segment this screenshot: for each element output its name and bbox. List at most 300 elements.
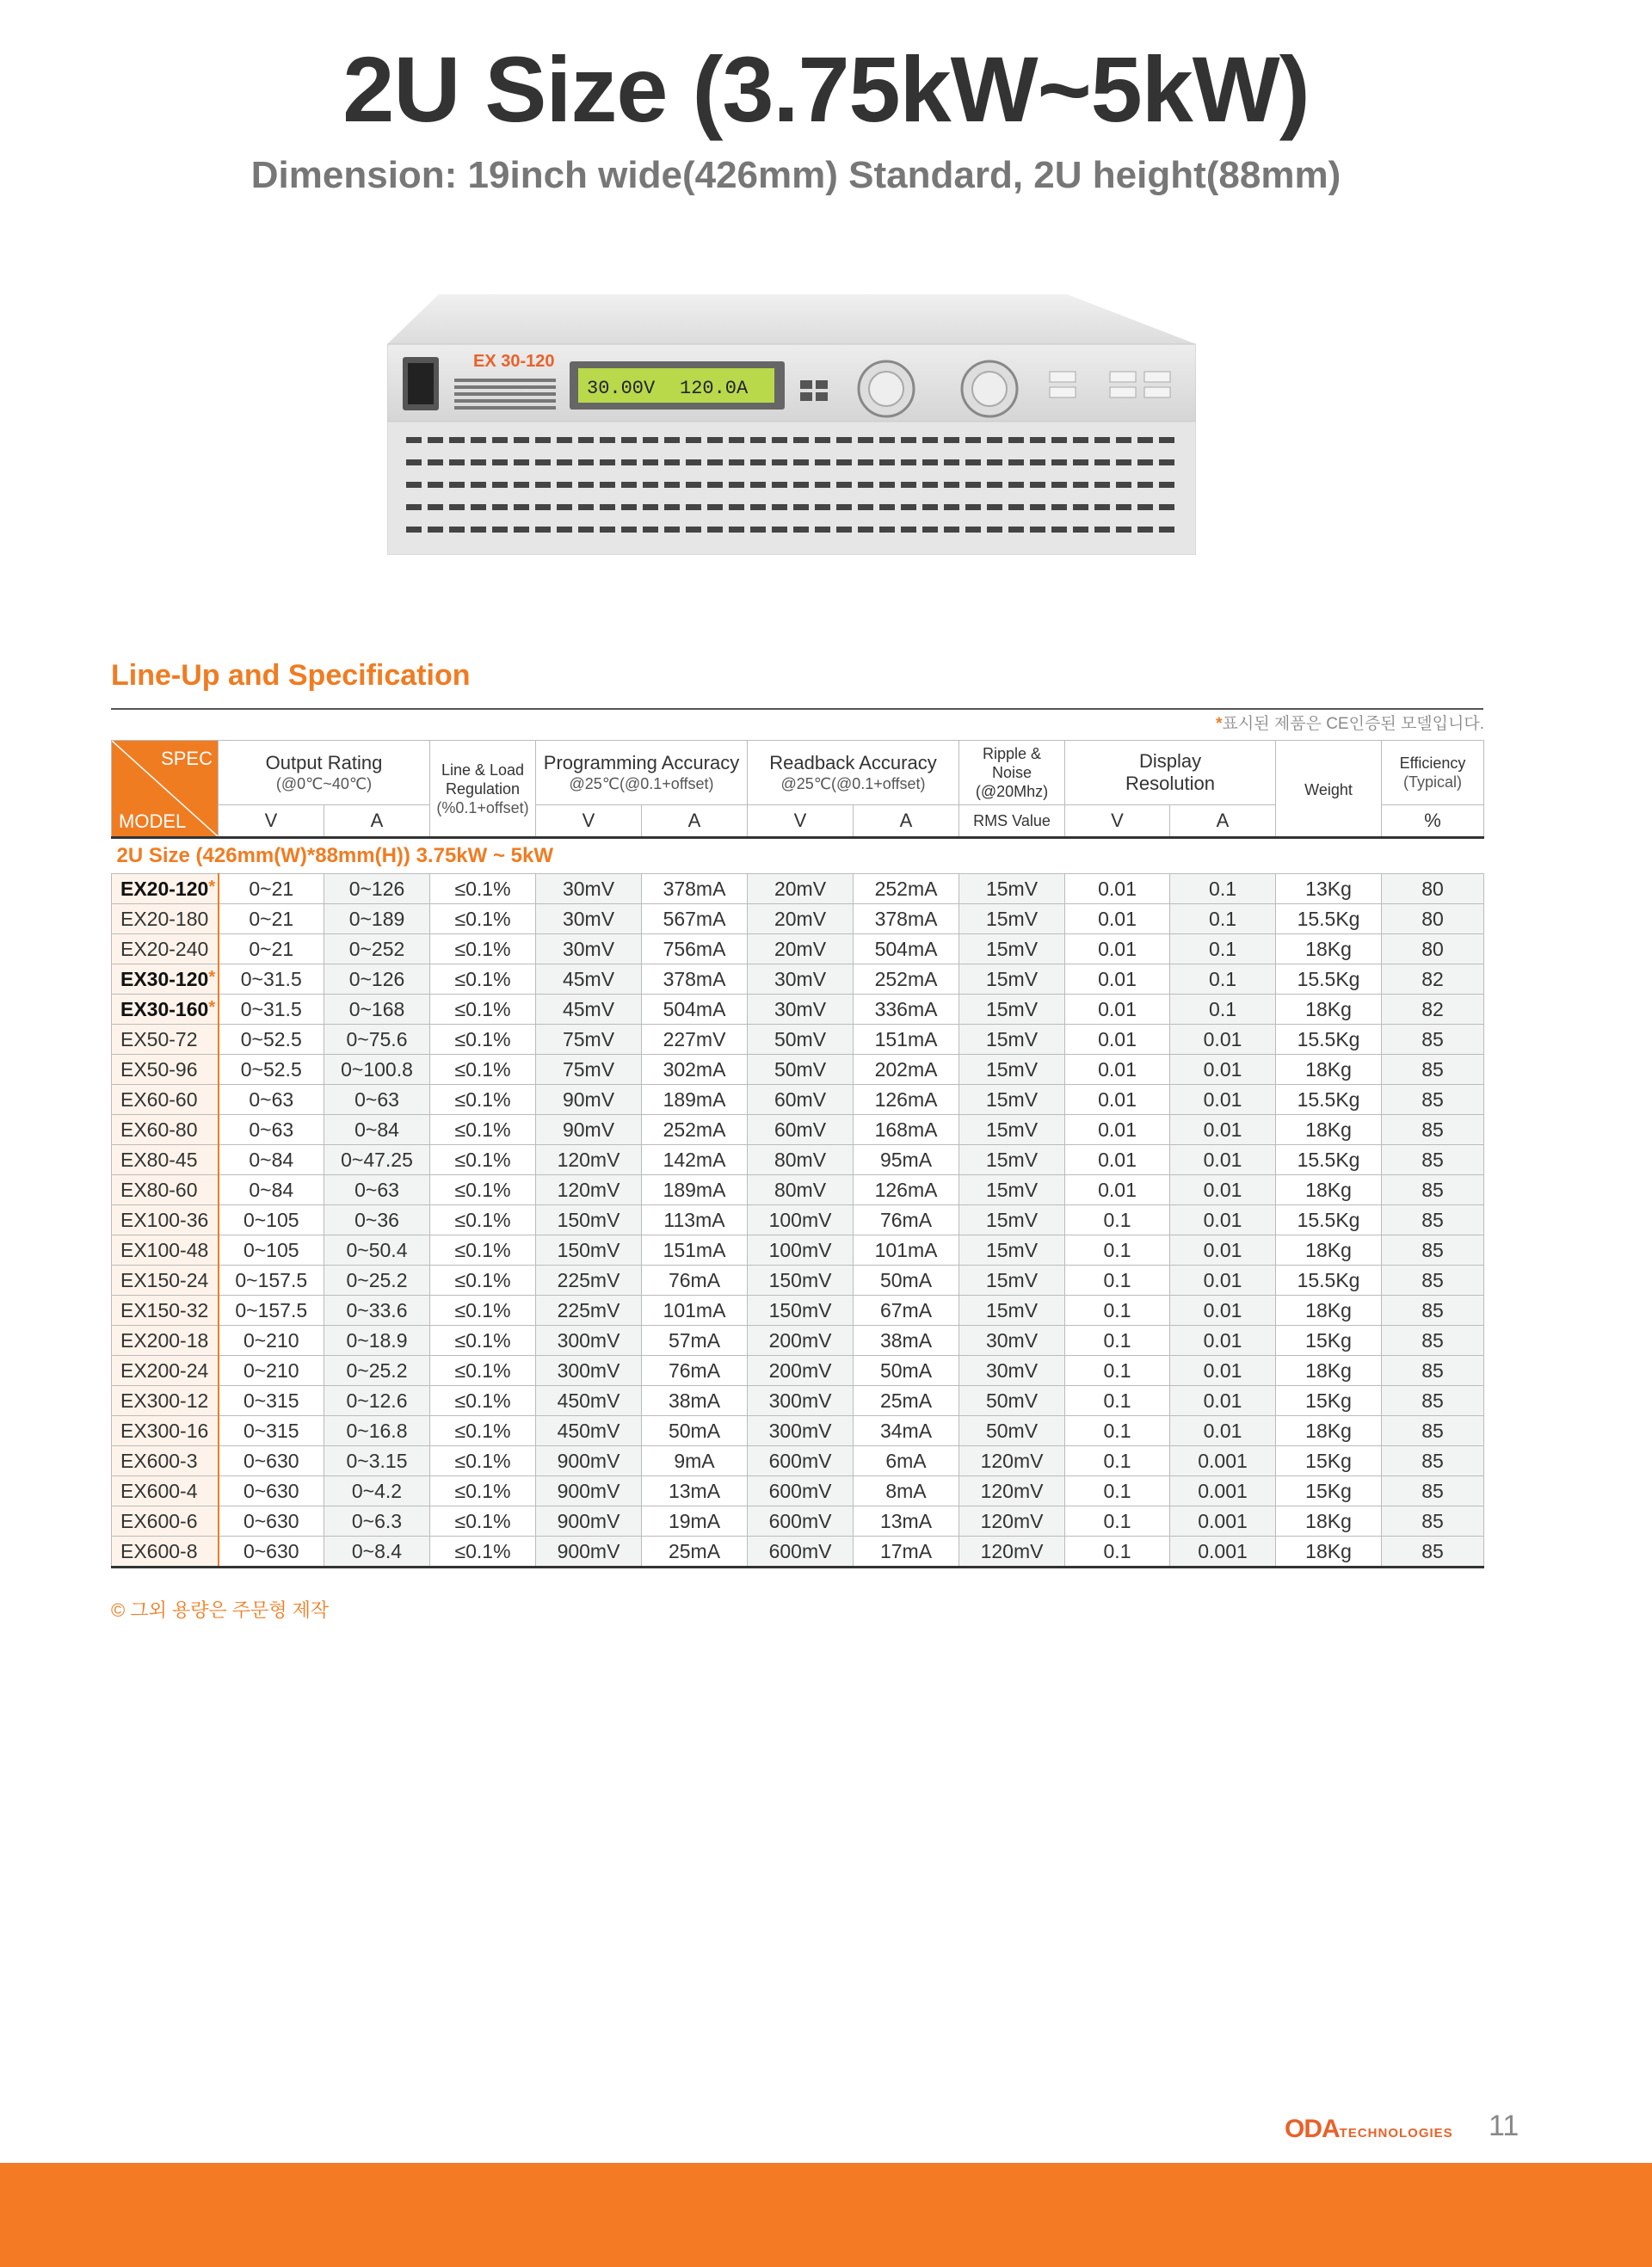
cell-efficiency: 82 [1382, 964, 1484, 995]
cell-output-a: 0~36 [324, 1205, 430, 1235]
vent-slot [965, 482, 981, 488]
header-readback-accuracy [748, 741, 959, 805]
table-row [112, 1386, 1484, 1416]
vent-slot [492, 459, 508, 465]
vent-slot [578, 482, 594, 488]
vent-slot [707, 459, 723, 465]
cell-model [112, 1476, 219, 1506]
vent-slot [1094, 437, 1110, 443]
vent-slot [492, 504, 508, 510]
cell-display-a: 0.001 [1170, 1506, 1276, 1537]
vent-slot [664, 482, 680, 488]
cell-regulation: ≤0.1% [430, 1296, 536, 1326]
vent-slot [428, 527, 443, 533]
cell-model [112, 1266, 219, 1296]
footnote: © 그외 용량은 주문형 제작 [111, 1599, 330, 1621]
ce-star: * [208, 997, 216, 1017]
vent-slot [750, 504, 766, 510]
cell-ripple: 15mV [959, 1205, 1065, 1235]
cell-display-a: 0.01 [1170, 1085, 1276, 1115]
cell-regulation: ≤0.1% [430, 995, 536, 1025]
table-row [112, 1055, 1484, 1085]
vent-slot [707, 527, 723, 533]
cell-output-a: 0~6.3 [324, 1506, 430, 1537]
cell-display-v: 0.01 [1065, 874, 1170, 904]
cell-efficiency: 82 [1382, 995, 1484, 1025]
model-name: EX60-60 [120, 1087, 198, 1111]
vent-slot [1137, 527, 1153, 533]
vent-slot [600, 437, 615, 443]
table-row [112, 1025, 1484, 1055]
cell-read-v: 100mV [748, 1205, 854, 1235]
vent-slot [836, 459, 852, 465]
model-name: EX600-4 [120, 1479, 198, 1502]
ripple-rms: RMS Value [959, 805, 1065, 838]
cell-display-a: 0.01 [1170, 1115, 1276, 1145]
cell-model [112, 1115, 219, 1145]
cell-read-v: 600mV [748, 1537, 854, 1568]
cell-weight: 15Kg [1276, 1326, 1382, 1356]
cell-regulation: ≤0.1% [430, 1506, 536, 1537]
cell-output-a: 0~63 [324, 1085, 430, 1115]
cell-prog-a: 19mA [642, 1506, 748, 1537]
vent-slot [901, 482, 916, 488]
table-row [112, 1446, 1484, 1476]
cell-ripple: 15mV [959, 1235, 1065, 1266]
cell-model [112, 1205, 219, 1235]
cell-efficiency: 85 [1382, 1145, 1484, 1175]
table-row [112, 1416, 1484, 1446]
vent-slot [879, 527, 895, 533]
cell-read-v: 50mV [748, 1055, 854, 1085]
cell-output-v: 0~630 [219, 1446, 324, 1476]
cell-prog-a: 142mA [642, 1145, 748, 1175]
vent-slot [686, 504, 701, 510]
cell-output-v: 0~31.5 [219, 964, 324, 995]
vent-slot [944, 527, 959, 533]
cell-regulation: ≤0.1% [430, 1055, 536, 1085]
cell-weight: 13Kg [1276, 874, 1382, 904]
cell-read-v: 100mV [748, 1235, 854, 1266]
cell-efficiency: 85 [1382, 1025, 1484, 1055]
cell-prog-a: 38mA [642, 1386, 748, 1416]
vent-slot [578, 504, 594, 510]
vent-slot [1008, 527, 1024, 533]
cell-display-a: 0.1 [1170, 934, 1276, 964]
cell-ripple: 120mV [959, 1506, 1065, 1537]
vent-slot [1137, 482, 1153, 488]
vent-slot [793, 459, 809, 465]
cell-output-v: 0~21 [219, 934, 324, 964]
cell-display-v: 0.01 [1065, 1085, 1170, 1115]
cell-read-a: 504mA [854, 934, 959, 964]
ce-star: * [208, 967, 216, 987]
cell-weight: 15Kg [1276, 1386, 1382, 1416]
vent-slot [1159, 459, 1174, 465]
ce-note-star: * [1216, 715, 1223, 733]
cell-prog-a: 189mA [642, 1175, 748, 1205]
vent-slot [514, 459, 529, 465]
output-rating-cond: (@0℃~40℃) [275, 775, 373, 792]
cell-read-v: 30mV [748, 964, 854, 995]
cell-prog-v: 120mV [536, 1175, 642, 1205]
vent-slot [729, 527, 744, 533]
table-row [112, 995, 1484, 1025]
cell-efficiency: 85 [1382, 1235, 1484, 1266]
vent-slot [987, 527, 1002, 533]
unit-v-prog: V [536, 805, 642, 838]
cell-display-v: 0.01 [1065, 1145, 1170, 1175]
cell-weight: 15.5Kg [1276, 1266, 1382, 1296]
cell-weight: 18Kg [1276, 1356, 1382, 1386]
vent-slot [922, 504, 938, 510]
cell-display-a: 0.001 [1170, 1446, 1276, 1476]
cell-read-v: 60mV [748, 1115, 854, 1145]
cell-output-a: 0~50.4 [324, 1235, 430, 1266]
vent-slot [987, 459, 1002, 465]
vent-slot [514, 504, 529, 510]
cell-read-v: 300mV [748, 1386, 854, 1416]
cell-prog-a: 101mA [642, 1296, 748, 1326]
cell-prog-a: 189mA [642, 1085, 748, 1115]
cell-read-v: 200mV [748, 1356, 854, 1386]
display-voltage: 30.00V [587, 378, 656, 399]
vent-slot [965, 527, 981, 533]
vent-slot [686, 437, 701, 443]
vent-slot [1051, 504, 1067, 510]
cell-model [112, 1296, 219, 1326]
vent-slot [836, 527, 852, 533]
cell-read-v: 600mV [748, 1476, 854, 1506]
vent-slot [1030, 459, 1045, 465]
cell-ripple: 15mV [959, 1145, 1065, 1175]
cell-display-a: 0.01 [1170, 1235, 1276, 1266]
cell-display-v: 0.1 [1065, 1205, 1170, 1235]
vent-slot [922, 482, 938, 488]
model-name: EX150-32 [120, 1298, 209, 1321]
vent-slot [879, 504, 895, 510]
vent-slot [1137, 504, 1153, 510]
cell-output-a: 0~12.6 [324, 1386, 430, 1416]
vent-slot [406, 482, 422, 488]
cell-ripple: 50mV [959, 1416, 1065, 1446]
cell-read-a: 378mA [854, 904, 959, 934]
cell-display-v: 0.01 [1065, 964, 1170, 995]
cell-ripple: 15mV [959, 995, 1065, 1025]
cell-output-a: 0~33.6 [324, 1296, 430, 1326]
model-name: EX200-24 [120, 1358, 209, 1382]
header-programming-accuracy [536, 741, 748, 805]
cell-read-a: 50mA [854, 1266, 959, 1296]
vent-slot [643, 527, 658, 533]
vent-slot [922, 527, 938, 533]
cell-display-a: 0.1 [1170, 995, 1276, 1025]
cell-regulation: ≤0.1% [430, 1446, 536, 1476]
cell-weight: 18Kg [1276, 934, 1382, 964]
model-name: EX80-60 [120, 1178, 198, 1201]
vent-slot [449, 437, 465, 443]
cell-display-a: 0.01 [1170, 1266, 1276, 1296]
cell-regulation: ≤0.1% [430, 1235, 536, 1266]
vent-slot [406, 437, 422, 443]
ce-note-text: 표시된 제품은 CE인증된 모델입니다. [1222, 715, 1484, 733]
vent-slot [1073, 527, 1088, 533]
cell-efficiency: 85 [1382, 1476, 1484, 1506]
header-line-load [430, 741, 536, 838]
cell-display-v: 0.1 [1065, 1476, 1170, 1506]
cell-regulation: ≤0.1% [430, 1205, 536, 1235]
cell-model [112, 1175, 219, 1205]
vent-slot [772, 437, 787, 443]
vent-slot [879, 437, 895, 443]
cell-efficiency: 85 [1382, 1115, 1484, 1145]
cell-regulation: ≤0.1% [430, 1537, 536, 1568]
vent-slot [643, 504, 658, 510]
ripple-label-2: Noise [992, 764, 1032, 781]
vent-slot [944, 482, 959, 488]
cell-display-a: 0.1 [1170, 904, 1276, 934]
cell-read-v: 600mV [748, 1506, 854, 1537]
vent-slot [793, 504, 809, 510]
cell-display-v: 0.1 [1065, 1416, 1170, 1446]
cell-display-v: 0.01 [1065, 934, 1170, 964]
cell-read-a: 34mA [854, 1416, 959, 1446]
vent-slot [944, 459, 959, 465]
page-title: 2U Size (3.75kW~5kW) [342, 37, 1310, 141]
vent-slot [1051, 437, 1067, 443]
vent-slot [1030, 437, 1045, 443]
cell-model [112, 1326, 219, 1356]
cell-output-a: 0~18.9 [324, 1326, 430, 1356]
cell-prog-v: 75mV [536, 1025, 642, 1055]
table-row [112, 934, 1484, 964]
vent-slot [901, 504, 916, 510]
ce-star: * [208, 877, 216, 896]
cell-model [112, 1235, 219, 1266]
cell-output-v: 0~157.5 [219, 1266, 324, 1296]
header-efficiency [1382, 741, 1484, 805]
cell-display-v: 0.1 [1065, 1235, 1170, 1266]
vent-slot [815, 527, 830, 533]
cell-read-a: 8mA [854, 1476, 959, 1506]
cell-prog-v: 300mV [536, 1326, 642, 1356]
cell-display-v: 0.1 [1065, 1356, 1170, 1386]
vent-slot [1159, 482, 1174, 488]
cell-read-v: 80mV [748, 1175, 854, 1205]
vent-slot [471, 482, 486, 488]
vent-slot [1159, 527, 1174, 533]
cell-prog-v: 450mV [536, 1416, 642, 1446]
vent-slot [793, 527, 809, 533]
vent-slot [535, 504, 551, 510]
vent-slot [707, 504, 723, 510]
table-row [112, 1085, 1484, 1115]
model-name: EX20-120 [120, 877, 209, 900]
vent-slot [1094, 482, 1110, 488]
model-name: EX100-36 [120, 1208, 209, 1231]
vent-slot [815, 504, 830, 510]
vent-slot [944, 504, 959, 510]
vent-slot [750, 482, 766, 488]
cell-ripple: 15mV [959, 1055, 1065, 1085]
cell-weight: 18Kg [1276, 995, 1382, 1025]
vent-slot [858, 437, 873, 443]
cell-display-a: 0.01 [1170, 1416, 1276, 1446]
vent-slot [815, 482, 830, 488]
cell-read-a: 252mA [854, 874, 959, 904]
spec-table [111, 740, 1484, 1568]
vent-slot [707, 482, 723, 488]
cell-prog-a: 302mA [642, 1055, 748, 1085]
vent-slot [901, 437, 916, 443]
display-label-1: Display [1138, 750, 1202, 772]
cell-weight: 18Kg [1276, 1296, 1382, 1326]
cell-prog-a: 9mA [642, 1446, 748, 1476]
cell-read-a: 95mA [854, 1145, 959, 1175]
cell-output-v: 0~84 [219, 1145, 324, 1175]
vent-slot [944, 437, 959, 443]
cell-display-v: 0.01 [1065, 995, 1170, 1025]
cell-weight: 15.5Kg [1276, 1025, 1382, 1055]
vent-slot [535, 482, 551, 488]
cell-display-a: 0.001 [1170, 1476, 1276, 1506]
vent-slot [858, 504, 873, 510]
cell-read-a: 67mA [854, 1296, 959, 1326]
cell-output-v: 0~210 [219, 1326, 324, 1356]
cell-read-a: 202mA [854, 1055, 959, 1085]
product-image [387, 293, 1196, 555]
output-rating-label: Output Rating [265, 752, 383, 773]
cell-model [112, 1356, 219, 1386]
cell-weight: 15Kg [1276, 1476, 1382, 1506]
cell-read-a: 168mA [854, 1115, 959, 1145]
vent-slot [686, 482, 701, 488]
cell-output-a: 0~25.2 [324, 1266, 430, 1296]
cell-output-a: 0~25.2 [324, 1356, 430, 1386]
vent-slot [772, 482, 787, 488]
cell-read-v: 50mV [748, 1025, 854, 1055]
cell-output-v: 0~210 [219, 1356, 324, 1386]
cell-prog-v: 45mV [536, 995, 642, 1025]
cell-display-a: 0.001 [1170, 1537, 1276, 1568]
table-row [112, 874, 1484, 904]
cell-read-v: 20mV [748, 934, 854, 964]
header-display-resolution [1065, 741, 1276, 805]
cell-ripple: 15mV [959, 1266, 1065, 1296]
cell-regulation: ≤0.1% [430, 904, 536, 934]
vent-slot [1073, 459, 1088, 465]
cell-model [112, 934, 219, 964]
vent-slot [965, 459, 981, 465]
cell-model [112, 1446, 219, 1476]
table-row [112, 904, 1484, 934]
vent-slot [600, 459, 615, 465]
vent-slot [1159, 504, 1174, 510]
footer-bar [0, 2163, 1652, 2267]
cell-output-v: 0~63 [219, 1085, 324, 1115]
cell-output-v: 0~84 [219, 1175, 324, 1205]
vent-slot [492, 437, 508, 443]
cell-prog-a: 227mV [642, 1025, 748, 1055]
cell-display-a: 0.01 [1170, 1175, 1276, 1205]
cell-read-v: 300mV [748, 1416, 854, 1446]
cell-read-a: 151mA [854, 1025, 959, 1055]
vent-slot [901, 459, 916, 465]
cell-efficiency: 85 [1382, 1356, 1484, 1386]
model-name: EX100-48 [120, 1238, 209, 1261]
cell-regulation: ≤0.1% [430, 874, 536, 904]
vent-slot [557, 482, 572, 488]
vent-slot [643, 459, 658, 465]
cell-prog-v: 75mV [536, 1055, 642, 1085]
table-row [112, 964, 1484, 995]
vent-slot [471, 527, 486, 533]
cell-weight: 15.5Kg [1276, 904, 1382, 934]
vent-slot [901, 527, 916, 533]
cell-regulation: ≤0.1% [430, 1476, 536, 1506]
cell-output-a: 0~47.25 [324, 1145, 430, 1175]
cell-prog-v: 90mV [536, 1085, 642, 1115]
vent-slot [686, 527, 701, 533]
cell-display-a: 0.1 [1170, 964, 1276, 995]
vent-slot [471, 504, 486, 510]
vent-slot [793, 437, 809, 443]
vent-slot [707, 437, 723, 443]
cell-regulation: ≤0.1% [430, 1416, 536, 1446]
cell-efficiency: 85 [1382, 1446, 1484, 1476]
table-row [112, 1266, 1484, 1296]
cell-prog-v: 150mV [536, 1235, 642, 1266]
cell-read-a: 126mA [854, 1085, 959, 1115]
cell-weight: 18Kg [1276, 1506, 1382, 1537]
cell-output-a: 0~75.6 [324, 1025, 430, 1055]
cell-display-v: 0.1 [1065, 1266, 1170, 1296]
cell-regulation: ≤0.1% [430, 1266, 536, 1296]
cell-model [112, 1506, 219, 1537]
vent-slot [621, 482, 637, 488]
cell-efficiency: 80 [1382, 874, 1484, 904]
cell-display-v: 0.01 [1065, 1055, 1170, 1085]
vent-slot [492, 527, 508, 533]
cell-regulation: ≤0.1% [430, 1175, 536, 1205]
unit-a-prog: A [642, 805, 748, 838]
read-acc-label: Readback Accuracy [769, 752, 937, 773]
vent-slot [664, 527, 680, 533]
vent-slot [750, 527, 766, 533]
page-number: 11 [1489, 2110, 1519, 2142]
vent-slot [879, 459, 895, 465]
cell-weight: 18Kg [1276, 1055, 1382, 1085]
cell-output-a: 0~3.15 [324, 1446, 430, 1476]
table-row [112, 1476, 1484, 1506]
vent-slot [772, 527, 787, 533]
cell-output-v: 0~630 [219, 1506, 324, 1537]
vent-slot [428, 482, 443, 488]
cell-read-a: 13mA [854, 1506, 959, 1537]
cell-ripple: 15mV [959, 964, 1065, 995]
cell-weight: 18Kg [1276, 1416, 1382, 1446]
cell-regulation: ≤0.1% [430, 1085, 536, 1115]
cell-output-a: 0~126 [324, 964, 430, 995]
cell-output-a: 0~84 [324, 1115, 430, 1145]
cell-display-v: 0.01 [1065, 1025, 1170, 1055]
cell-prog-v: 30mV [536, 874, 642, 904]
cell-read-v: 80mV [748, 1145, 854, 1175]
table-row [112, 1537, 1484, 1568]
vent-slot [471, 459, 486, 465]
cell-read-a: 76mA [854, 1205, 959, 1235]
vent-slot [793, 482, 809, 488]
